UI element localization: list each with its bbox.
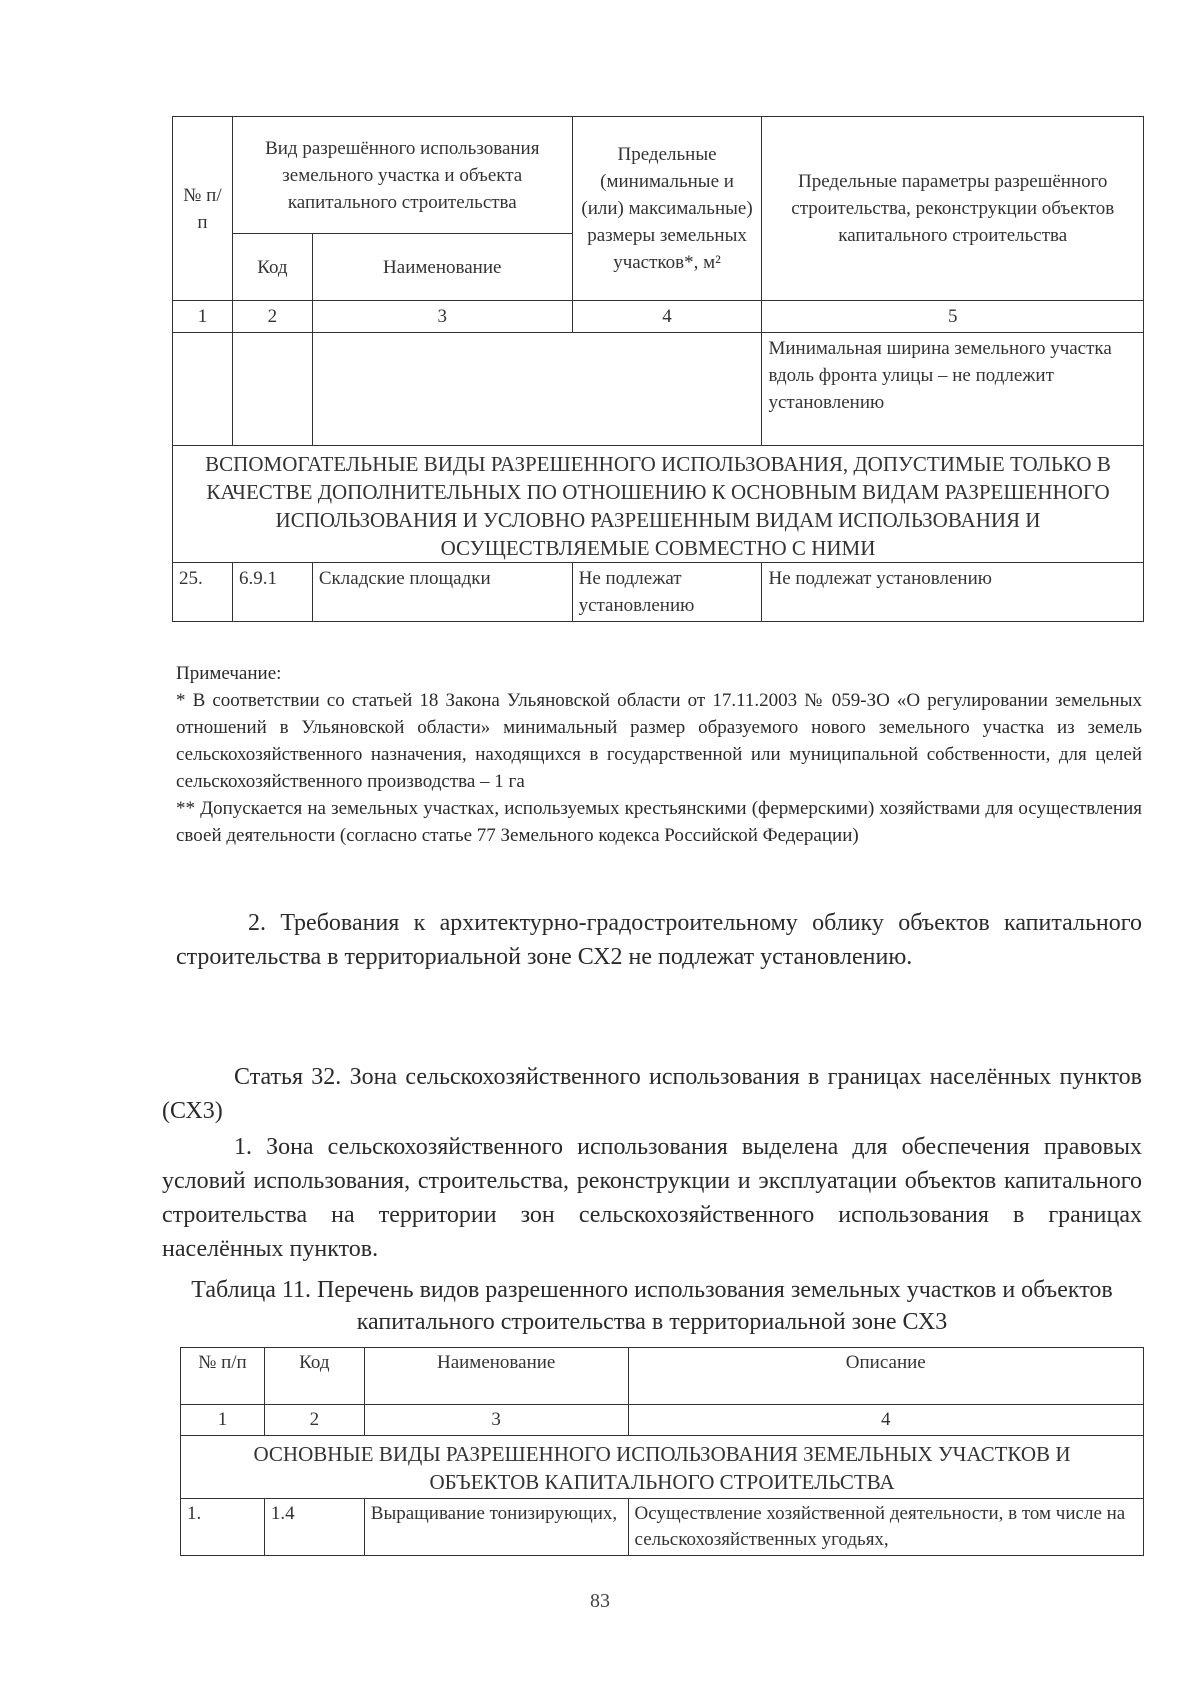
article-paragraph <box>162 1130 1142 1266</box>
table-caption <box>162 1274 1142 1338</box>
col-number: 2 <box>232 301 312 333</box>
cell-empty <box>173 333 233 446</box>
cell-num: 25. <box>173 563 233 622</box>
cell-kod: 6.9.1 <box>232 563 312 622</box>
caption-text: Таблица 11. Перечень видов разрешенного использования земельных участков и объектов капитального строительства в территориальной зоне СХ3 <box>191 1277 1113 1335</box>
section-row-main <box>181 1436 1144 1499</box>
col-number: 5 <box>762 301 1144 333</box>
col-number: 2 <box>264 1405 364 1436</box>
header-num: № п/п <box>181 1348 265 1405</box>
zoning-table-sx3 <box>180 1347 1144 1556</box>
paragraph-text: 1. Зона сельскохозяйственного использования выделена для обеспечения правовых условий использования, строительства, реконструкции и эксплуатации объектов капитального строительства на территории зон сельскохозяйственного использования в границах населённых пунктов. <box>162 1134 1142 1262</box>
table-row <box>173 563 1144 622</box>
col-number: 1 <box>181 1405 265 1436</box>
cell-empty <box>312 333 762 446</box>
header-sizes: Предельные (минимальные и (или) максимальные) размеры земельных участков*, м² <box>572 117 762 301</box>
table-header-row <box>173 117 1144 234</box>
cell-num: 1. <box>181 1499 265 1556</box>
col-number: 1 <box>173 301 233 333</box>
header-name: Наименование <box>364 1348 628 1405</box>
column-numbers-row <box>181 1405 1144 1436</box>
column-numbers-row <box>173 301 1144 333</box>
cell-kod: 1.4 <box>264 1499 364 1556</box>
table-row-continued <box>173 333 1144 446</box>
section-row-auxiliary <box>173 446 1144 563</box>
cell-name: Складские площадки <box>312 563 572 622</box>
section-title-auxiliary: ВСПОМОГАТЕЛЬНЫЕ ВИДЫ РАЗРЕШЕННОГО ИСПОЛЬЗОВАНИЯ, ДОПУСТИМЫЕ ТОЛЬКО В КАЧЕСТВЕ ДОПОЛНИТЕЛЬНЫХ ПО ОТНОШЕНИЮ К ОСНОВНЫМ ВИДАМ РАЗРЕШЕННОГО ИСПОЛЬЗОВАНИЯ И УСЛОВНО РАЗРЕШЕННЫМ ВИДАМ ИСПОЛЬЗОВАНИЯ И ОСУЩЕСТВЛЯЕМЫЕ СОВМЕСТНО С НИМИ <box>173 446 1144 563</box>
col-number: 4 <box>572 301 762 333</box>
cell-sizes: Не подлежат установлению <box>572 563 762 622</box>
header-vid-group: Вид разрешённого использования земельного участка и объекта капитального строительства <box>232 117 572 234</box>
col-number: 3 <box>364 1405 628 1436</box>
col-number: 4 <box>628 1405 1143 1436</box>
cell-empty <box>232 333 312 446</box>
col-number: 3 <box>312 301 572 333</box>
notes-title: Примечание: <box>176 663 282 684</box>
paragraph-requirements <box>176 906 1142 974</box>
article-title <box>162 1060 1142 1128</box>
section-title-main: ОСНОВНЫЕ ВИДЫ РАЗРЕШЕННОГО ИСПОЛЬЗОВАНИЯ ЗЕМЕЛЬНЫХ УЧАСТКОВ И ОБЪЕКТОВ КАПИТАЛЬНОГО СТРОИТЕЛЬСТВА <box>181 1436 1144 1499</box>
cell-params: Не подлежат установлению <box>762 563 1144 622</box>
table-header-row <box>181 1348 1144 1405</box>
paragraph-text: 2. Требования к архитектурно-градостроительному облику объектов капитального строительства в территориальной зоне СХ2 не подлежат установлению. <box>176 910 1142 970</box>
header-kod: Код <box>232 234 312 301</box>
cell-name: Выращивание тонизирующих, <box>364 1499 628 1556</box>
table-row <box>181 1499 1144 1556</box>
header-desc: Описание <box>628 1348 1143 1405</box>
zoning-table-sx2 <box>172 116 1144 622</box>
note-1: * В соответствии со статьей 18 Закона Ульяновской области от 17.11.2003 № 059-ЗО «О регулировании земельных отношений в Ульяновской области» минимальный размер образуемого нового земельного участка из земель сельскохозяйственного назначения, находящихся в государственной или муниципальной собственности, для целей сельскохозяйственного производства – 1 га <box>176 690 1142 792</box>
notes-block <box>176 660 1142 849</box>
article-heading: Статья 32. Зона сельскохозяйственного использования в границах населённых пунктов (СХ3) <box>162 1064 1142 1124</box>
page-number: 83 <box>590 1590 610 1612</box>
header-naimenovanie: Наименование <box>312 234 572 301</box>
cell-min-width: Минимальная ширина земельного участка вдоль фронта улицы – не подлежит установлению <box>762 333 1144 446</box>
cell-desc: Осуществление хозяйственной деятельности, в том числе на сельскохозяйственных угодьях, <box>628 1499 1143 1556</box>
header-params: Предельные параметры разрешённого строительства, реконструкции объектов капитального строительства <box>762 117 1144 301</box>
note-2: ** Допускается на земельных участках, используемых крестьянскими (фермерскими) хозяйствами для осуществления своей деятельности (согласно статье 77 Земельного кодекса Российской Федерации) <box>176 798 1142 846</box>
header-kod: Код <box>264 1348 364 1405</box>
header-num: № п/п <box>173 117 233 301</box>
